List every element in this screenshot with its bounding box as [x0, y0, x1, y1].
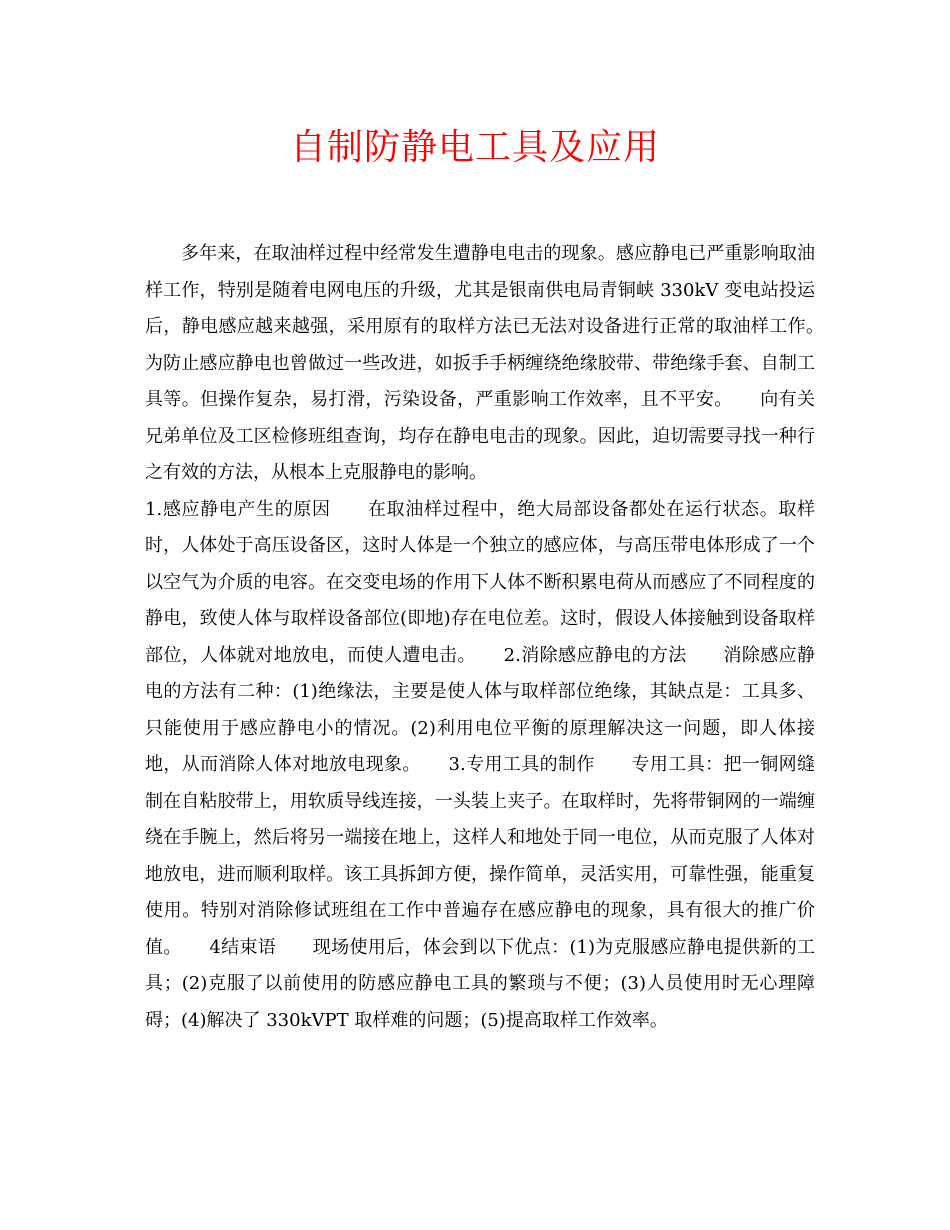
paragraph-intro: 多年来，在取油样过程中经常发生遭静电电击的现象。感应静电已严重影响取油样工作，特别是随着电网电压的升级，尤其是银南供电局青铜峡 330kV 变电站投运后，静电感应越来越强，采用原有的取样方法已无法对设备进行正常的取油样工作。 为防止感应静电也曾做过一些改进，如扳手手柄缠绕绝缘胶带、带绝缘手套、自制工具等。但操作复杂，易打滑，污染设备，严重影响工作效率，且不平安。 向有关兄弟单位及工区检修班组查询，均存在静电电击的现象。因此，迫切需要寻找一种行之有效的方法，从根本上克服静电的影响。 — [145, 243, 851, 483]
document-body — [145, 236, 851, 1039]
document-title: 自制防静电工具及应用 — [289, 127, 660, 168]
paragraph-sections: 1.感应静电产生的原因 在取油样过程中，绝大局部设备都处在运行状态。取样时，人体处于高压设备区，这时人体是一个独立的感应体，与高压带电体形成了一个以空气为介质的电容。在交变电场的作用下人体不断积累电荷从而感应了不同程度的静电，致使人体与取样设备部位(即地)存在电位差。这时，假设人体接触到设备取样部位，人体就对地放电，而使人遭电击。 2.消除感应静电的方法 消除感应静电的方法有二种：(1)绝缘法，主要是使人体与取样部位绝缘，其缺点是：工具多、只能使用于感应静电小的情况。(2)利用电位平衡的原理解决这一问题，即人体接地，从而消除人体对地放电现象。 3.专用工具的制作 专用工具：把一铜网缝制在自粘胶带上，用软质导线连接，一头装上夹子。在取样时，先将带铜网的一端缠绕在手腕上，然后将另一端接在地上，这样人和地处于同一电位，从而克服了人体对地放电，进而顺利取样。该工具拆卸方便，操作简单，灵活实用，可靠性强，能重复使用。特别对消除修试班组在工作中普遍存在感应静电的现象，具有很大的推广价值。 4结束语 现场使用后，体会到以下优点：(1)为克服感应静电提供新的工具；(2)克服了以前使用的防感应静电工具的繁琐与不便；(3)人员使用时无心理障碍；(4)解决了 330kVPT 取样难的问题；(5)提高取样工作效率。 — [145, 498, 815, 1031]
